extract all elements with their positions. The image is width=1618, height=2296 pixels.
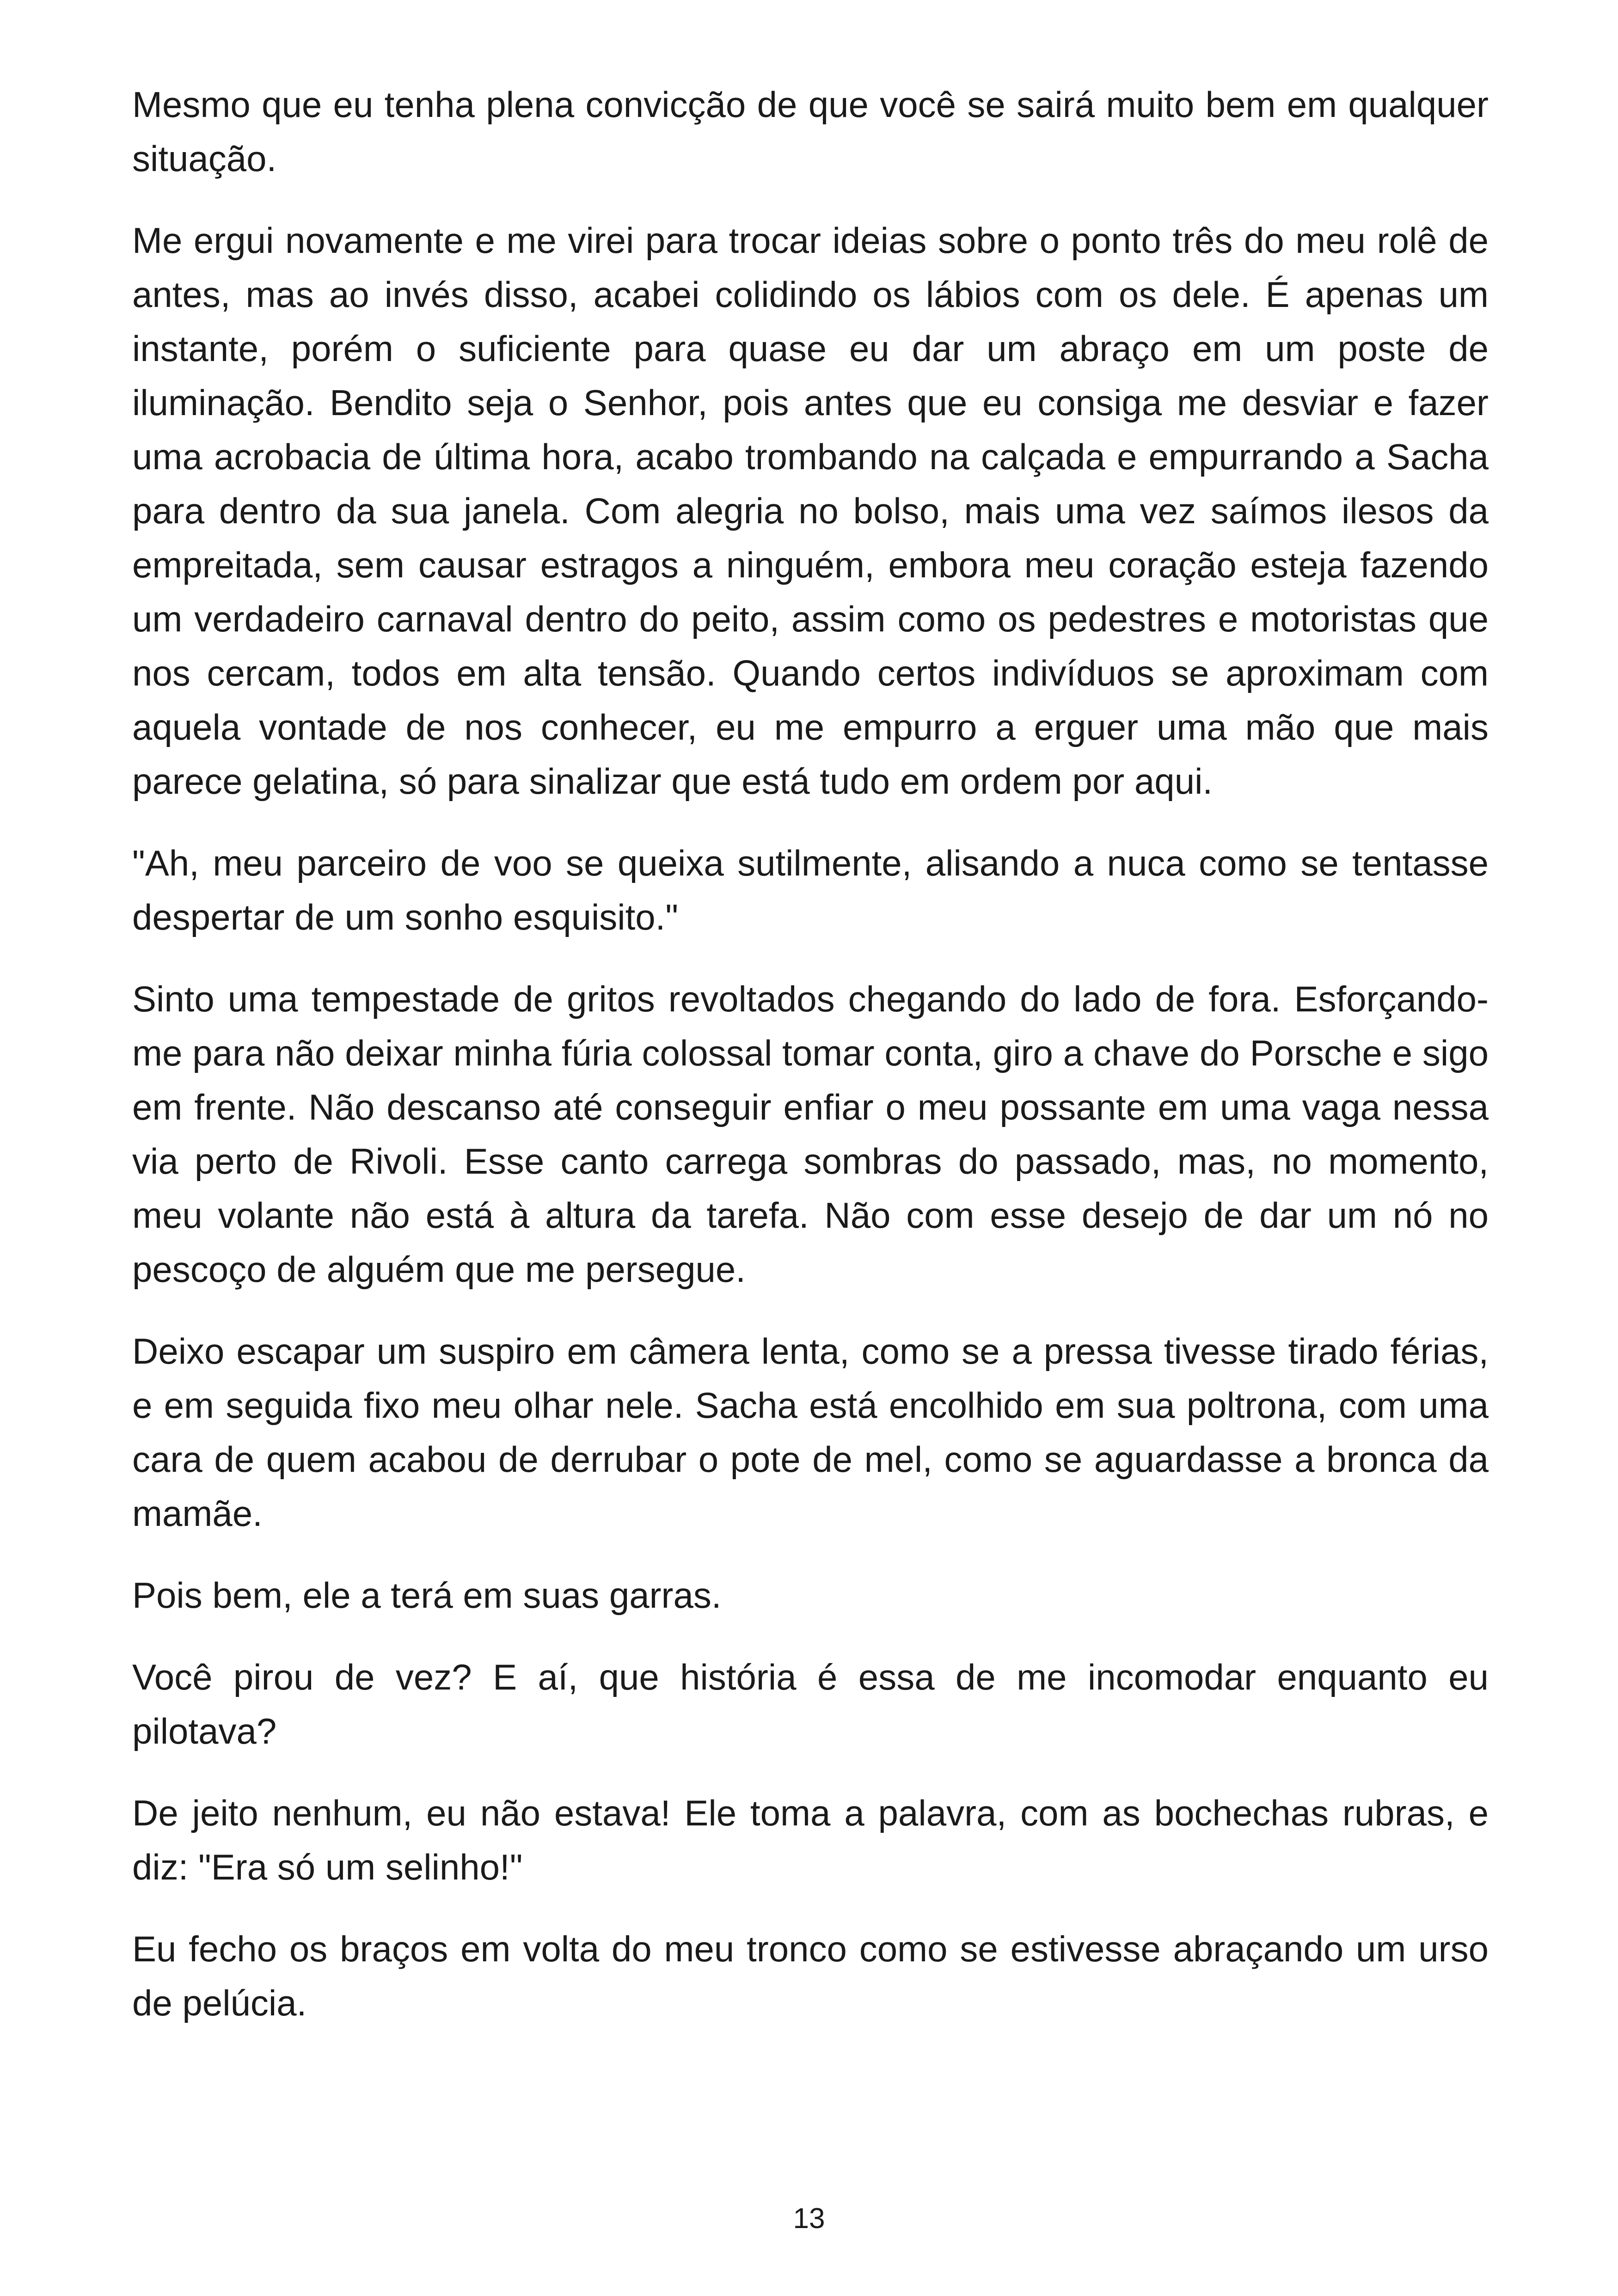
paragraph: Deixo escapar um suspiro em câmera lenta, como se a pressa tivesse tirado férias, e em seguida fixo meu olhar nele. Sacha está encolhido em sua poltrona, com uma cara de quem acabou de derrubar o pote de mel, como se aguardasse a bronca da mamãe.: [132, 1331, 1489, 1534]
paragraph: Sinto uma tempestade de gritos revoltados chegando do lado de fora. Esforçando-me para não deixar minha fúria colossal tomar conta, giro a chave do Porsche e sigo em frente. Não descanso até conseguir enfiar o meu possante em uma vaga nessa via perto de Rivoli. Esse canto carrega sombras do passado, mas, no momento, meu volante não está à altura da tarefa. Não com esse desejo de dar um nó no pescoço de alguém que me persegue.: [132, 979, 1489, 1290]
paragraph: "Ah, meu parceiro de voo se queixa sutilmente, alisando a nuca como se tentasse despertar de um sonho esquisito.": [132, 843, 1489, 937]
paragraph: Me ergui novamente e me virei para trocar ideias sobre o ponto três do meu rolê de antes, mas ao invés disso, acabei colidindo os lábios com os dele. É apenas um instante, porém o suficiente para quase eu dar um abraço em um poste de iluminação. Bendito seja o Senhor, pois antes que eu consiga me desviar e fazer uma acrobacia de última hora, acabo trombando na calçada e empurrando a Sacha para dentro da sua janela. Com alegria no bolso, mais uma vez saímos ilesos da empreitada, sem causar estragos a ninguém, embora meu coração esteja fazendo um verdadeiro carnaval dentro do peito, assim como os pedestres e motoristas que nos cercam, todos em alta tensão. Quando certos indivíduos se aproximam com aquela vontade de nos conhecer, eu me empurro a erguer uma mão que mais parece gelatina, só para sinalizar que está tudo em ordem por aqui.: [132, 220, 1489, 802]
paragraph: Pois bem, ele a terá em suas garras.: [132, 1575, 722, 1616]
paragraph: De jeito nenhum, eu não estava! Ele toma a palavra, com as bochechas rubras, e diz: "Era só um selinho!": [132, 1793, 1489, 1887]
page-number: 13: [793, 2203, 825, 2235]
paragraph: Eu fecho os braços em volta do meu tronco como se estivesse abraçando um urso de pelúcia.: [132, 1929, 1489, 2023]
paragraph: Mesmo que eu tenha plena convicção de que você se sairá muito bem em qualquer situação.: [132, 84, 1489, 179]
paragraph: Você pirou de vez? E aí, que história é essa de me incomodar enquanto eu pilotava?: [132, 1657, 1489, 1751]
body-text: [132, 78, 1489, 2058]
